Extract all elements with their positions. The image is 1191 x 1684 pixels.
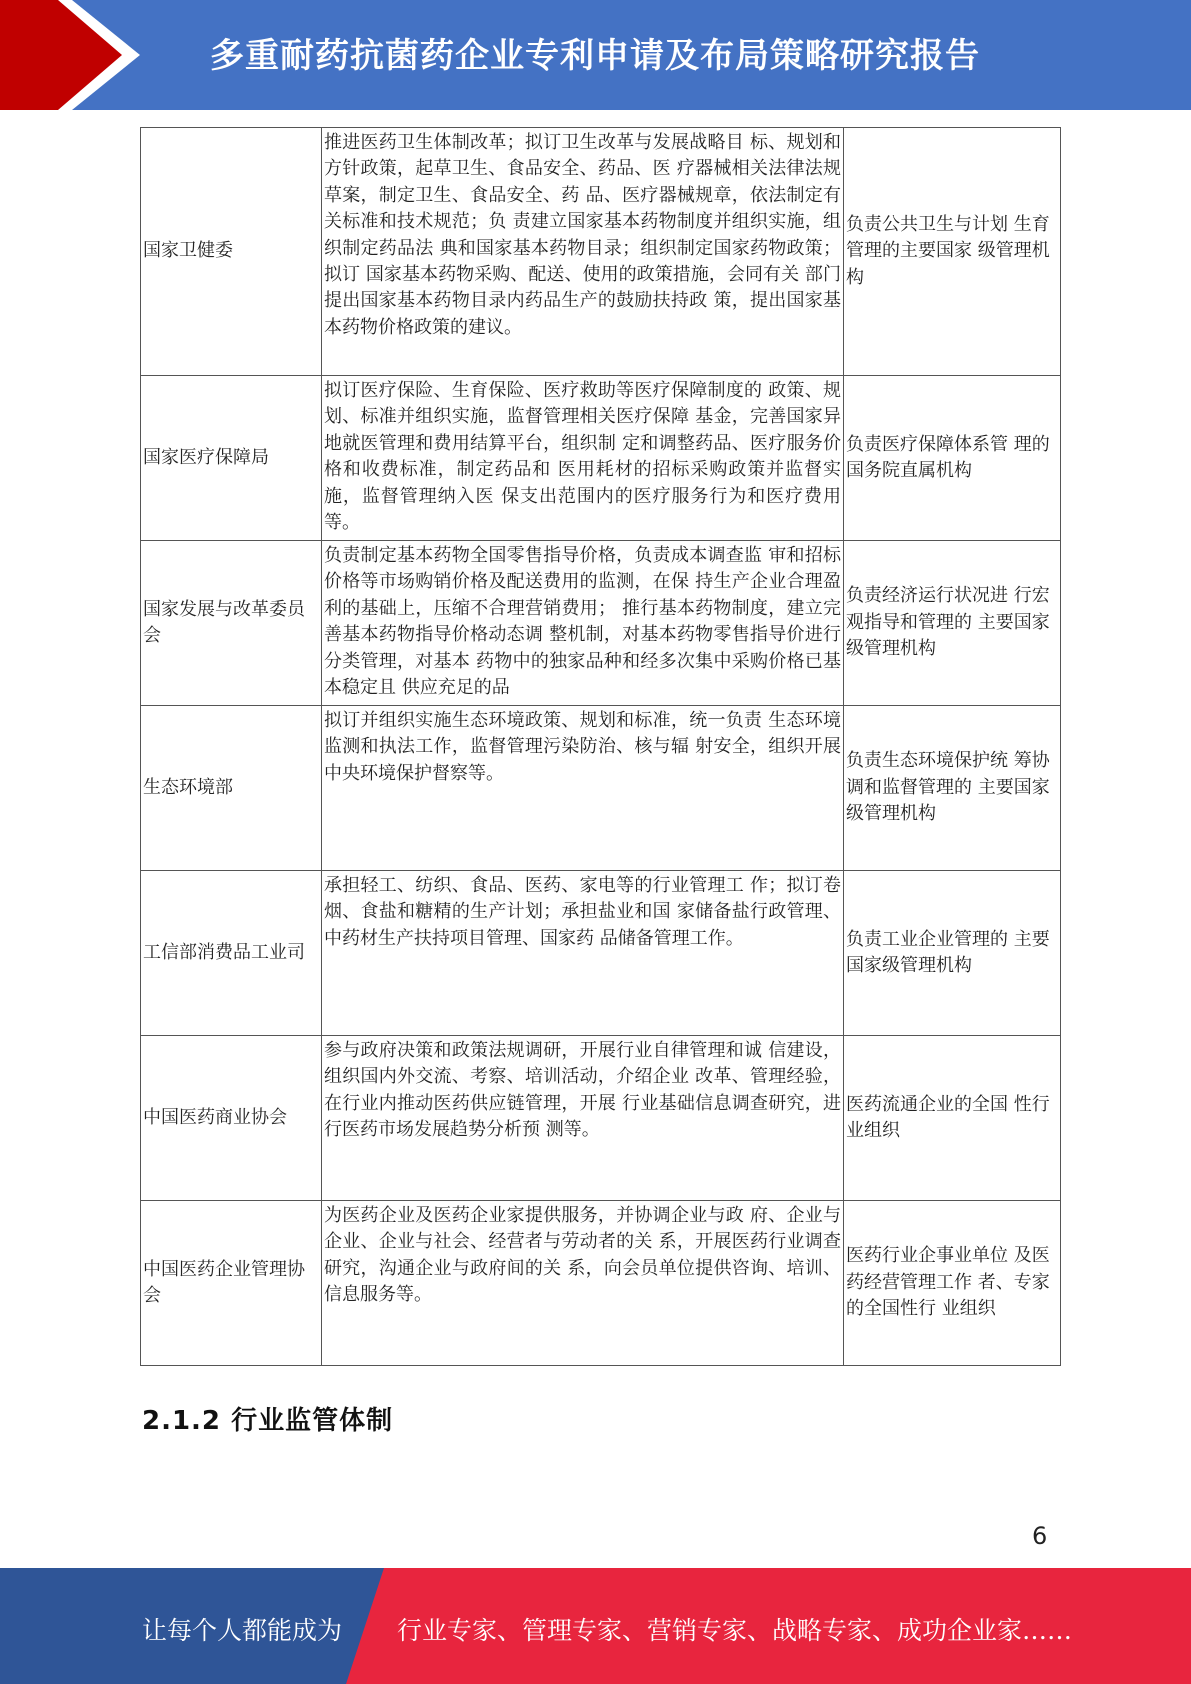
agency-role-cell: 负责工业企业管理的 主要国家级管理机构 — [844, 871, 1061, 1036]
agency-duty-text: 拟订医疗保险、生育保险、医疗救助等医疗保障制度的 政策、规划、标准并组织实施，监督管理相关医疗保障 基金，完善国家异地就医管理和费用结算平台，组织制 定和调整药品、医疗服务价格和收费标准，制定药品和 医用耗材的招标采购政策并监督实施，监督管理纳入医 保支出范围内的医疗服务行为和医疗费用等。 — [324, 380, 841, 534]
agency-duty-cell — [322, 1201, 844, 1366]
agency-duty-cell — [322, 871, 844, 1036]
agency-name-cell: 国家发展与改革委员会 — [141, 541, 322, 706]
agency-duty-text: 负责制定基本药物全国零售指导价格，负责成本调查监 审和招标价格等市场购销价格及配送费用的监测，在保 持生产企业合理盈利的基础上，压缩不合理营销费用； 推行基本药物制度，建立完善基本药物指导价格动态调 整机制，对基本药物零售指导价进行分类管理，对基本 药物中的独家品种和经多次集中采购价格已基本稳定且 供应充足的品 — [324, 545, 841, 699]
page-footer — [0, 1568, 1191, 1684]
agency-duty-cell — [322, 541, 844, 706]
section-heading: 2.1.2 行业监管体制 — [142, 1406, 394, 1436]
report-title: 多重耐药抗菌药企业专利申请及布局策略研究报告 — [210, 36, 980, 76]
agency-duty-text: 为医药企业及医药企业家提供服务，并协调企业与政 府、企业与企业、企业与社会、经营者与劳动者的关 系，开展医药行业调查研究，沟通企业与政府间的关 系，向会员单位提供咨询、培训、信息服务等。 — [324, 1205, 841, 1306]
agency-name-cell: 国家医疗保障局 — [141, 376, 322, 541]
page-header — [0, 0, 1191, 110]
agency-role-cell: 医药流通企业的全国 性行业组织 — [844, 1036, 1061, 1201]
page-number: 6 — [1032, 1522, 1048, 1550]
agency-duty-text: 承担轻工、纺织、食品、医药、家电等的行业管理工 作；拟订卷烟、食盐和糖精的生产计划；承担盐业和国 家储备盐行政管理、中药材生产扶持项目管理、国家药 品储备管理工作。 — [324, 875, 841, 949]
agency-role-cell: 负责生态环境保护统 筹协调和监督管理的 主要国家级管理机构 — [844, 706, 1061, 871]
agency-name-cell: 国家卫健委 — [141, 128, 322, 376]
agency-role-cell: 负责医疗保障体系管 理的国务院直属机构 — [844, 376, 1061, 541]
agency-name-cell: 中国医药商业协会 — [141, 1036, 322, 1201]
table-row — [141, 706, 1061, 871]
agency-duty-cell — [322, 706, 844, 871]
agency-duty-cell — [322, 128, 844, 376]
agency-duty-cell — [322, 376, 844, 541]
agency-role-cell: 负责公共卫生与计划 生育管理的主要国家 级管理机构 — [844, 128, 1061, 376]
table-body — [141, 128, 1061, 1366]
agency-name-cell: 生态环境部 — [141, 706, 322, 871]
table-row — [141, 541, 1061, 706]
agency-role-cell: 负责经济运行状况进 行宏观指导和管理的 主要国家级管理机构 — [844, 541, 1061, 706]
footer-slogan-left: 让每个人都能成为 — [142, 1616, 343, 1645]
footer-slogan-right: 行业专家、管理专家、营销专家、战略专家、成功企业家…… — [397, 1616, 1073, 1645]
agency-duty-text: 推进医药卫生体制改革；拟订卫生改革与发展战略目 标、规划和方针政策，起草卫生、食品安全、药品、医 疗器械相关法律法规草案，制定卫生、食品安全、药 品、医疗器械规章，依法制定有关标准和技术规范；负 责建立国家基本药物制度并组织实施，组织制定药品法 典和国家基本药物目录；组织制定国家药物政策；拟订 国家基本药物采购、配送、使用的政策措施，会同有关 部门提出国家基本药物目录内药品生产的鼓励扶持政 策，提出国家基本药物价格政策的建议。 — [324, 132, 841, 338]
agency-name-cell: 工信部消费品工业司 — [141, 871, 322, 1036]
agency-duty-text: 参与政府决策和政策法规调研，开展行业自律管理和诚 信建设，组织国内外交流、考察、培训活动，介绍企业 改革、管理经验，在行业内推动医药供应链管理，开展 行业基础信息调查研究，进行医药市场发展趋势分析预 测等。 — [324, 1040, 841, 1141]
table-row — [141, 376, 1061, 541]
agency-name-cell: 中国医药企业管理协会 — [141, 1201, 322, 1366]
table-row — [141, 1201, 1061, 1366]
table-row — [141, 128, 1061, 376]
agency-role-cell: 医药行业企事业单位 及医药经营管理工作 者、专家的全国性行 业组织 — [844, 1201, 1061, 1366]
regulatory-agencies-table — [140, 127, 1051, 1366]
agency-duty-cell — [322, 1036, 844, 1201]
table-row — [141, 1036, 1061, 1201]
table-row — [141, 871, 1061, 1036]
agency-duty-text: 拟订并组织实施生态环境政策、规划和标准，统一负责 生态环境监测和执法工作，监督管理污染防治、核与辐 射安全，组织开展中央环境保护督察等。 — [324, 710, 841, 784]
